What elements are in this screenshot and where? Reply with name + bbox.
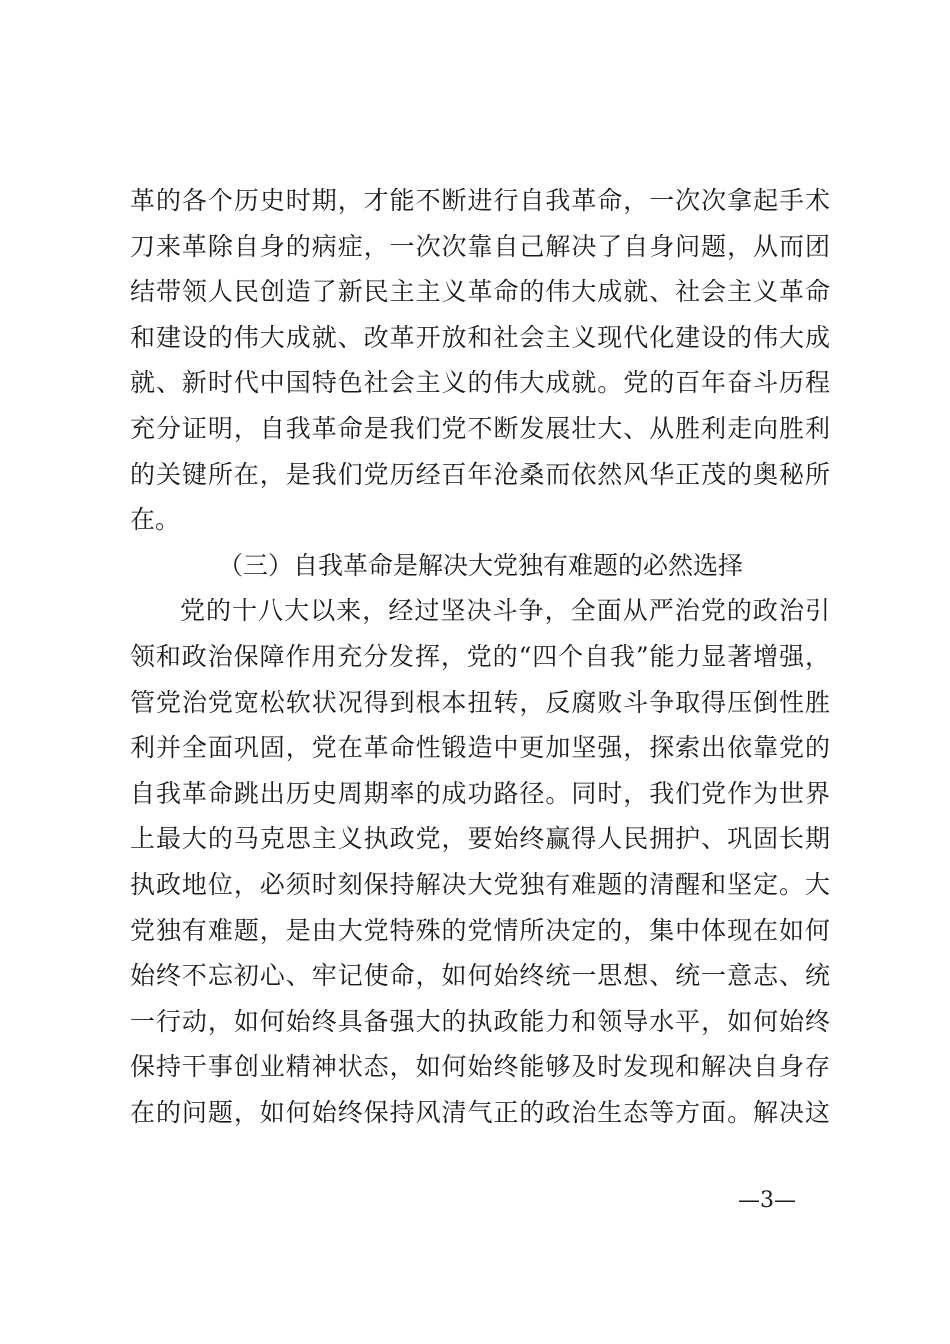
text-line: 和建设的伟大成就、改革开放和社会主义现代化建设的伟大成 xyxy=(130,322,830,352)
text-line: 保持干事创业精神状态，如何始终能够及时发现和解决自身存 xyxy=(130,1052,830,1082)
text-line: 管党治党宽松软状况得到根本扭转，反腐败斗争取得压倒性胜 xyxy=(130,687,830,717)
text-line: 充分证明，自我革命是我们党不断发展壮大、从胜利走向胜利 xyxy=(130,413,830,443)
text-line: 党独有难题，是由大党特殊的党情所决定的，集中体现在如何 xyxy=(130,915,830,945)
text-line: 上最大的马克思主义执政党，要始终赢得人民拥护、巩固长期 xyxy=(130,824,830,854)
text-line: 革的各个历史时期，才能不断进行自我革命，一次次拿起手术 xyxy=(130,186,830,215)
text-line: 领和政治保障作用充分发挥，党的“四个自我”能力显著增强， xyxy=(130,641,830,671)
text-line: 就、新时代中国特色社会主义的伟大成就。党的百年奋斗历程 xyxy=(130,368,830,398)
text-line: 党的十八大以来，经过坚决斗争，全面从严治党的政治引 xyxy=(180,596,830,626)
text-line: 在。 xyxy=(130,505,181,535)
text-line: 执政地位，必须时刻保持解决大党独有难题的清醒和坚定。大 xyxy=(130,869,830,899)
page-number: —3— xyxy=(738,1188,796,1213)
text-line: 结带领人民创造了新民主主义革命的伟大成就、社会主义革命 xyxy=(130,277,830,307)
section-heading: （三）自我革命是解决大党独有难题的必然选择 xyxy=(218,550,744,580)
text-line: 利并全面巩固，党在革命性锻造中更加坚强，探索出依靠党的 xyxy=(130,733,830,763)
text-line: 始终不忘初心、牢记使命，如何始终统一思想、统一意志、统 xyxy=(130,961,830,991)
text-line: 一行动，如何始终具备强大的执政能力和领导水平，如何始终 xyxy=(130,1006,830,1036)
body-text xyxy=(130,178,830,1135)
text-line: 在的问题，如何始终保持风清气正的政治生态等方面。解决这 xyxy=(130,1097,830,1127)
text-line: 刀来革除自身的病症，一次次靠自己解决了自身问题，从而团 xyxy=(130,231,830,261)
text-line: 的关键所在，是我们党历经百年沧桑而依然风华正茂的奥秘所 xyxy=(130,459,830,489)
text-line: 自我革命跳出历史周期率的成功路径。同时，我们党作为世界 xyxy=(130,778,830,808)
